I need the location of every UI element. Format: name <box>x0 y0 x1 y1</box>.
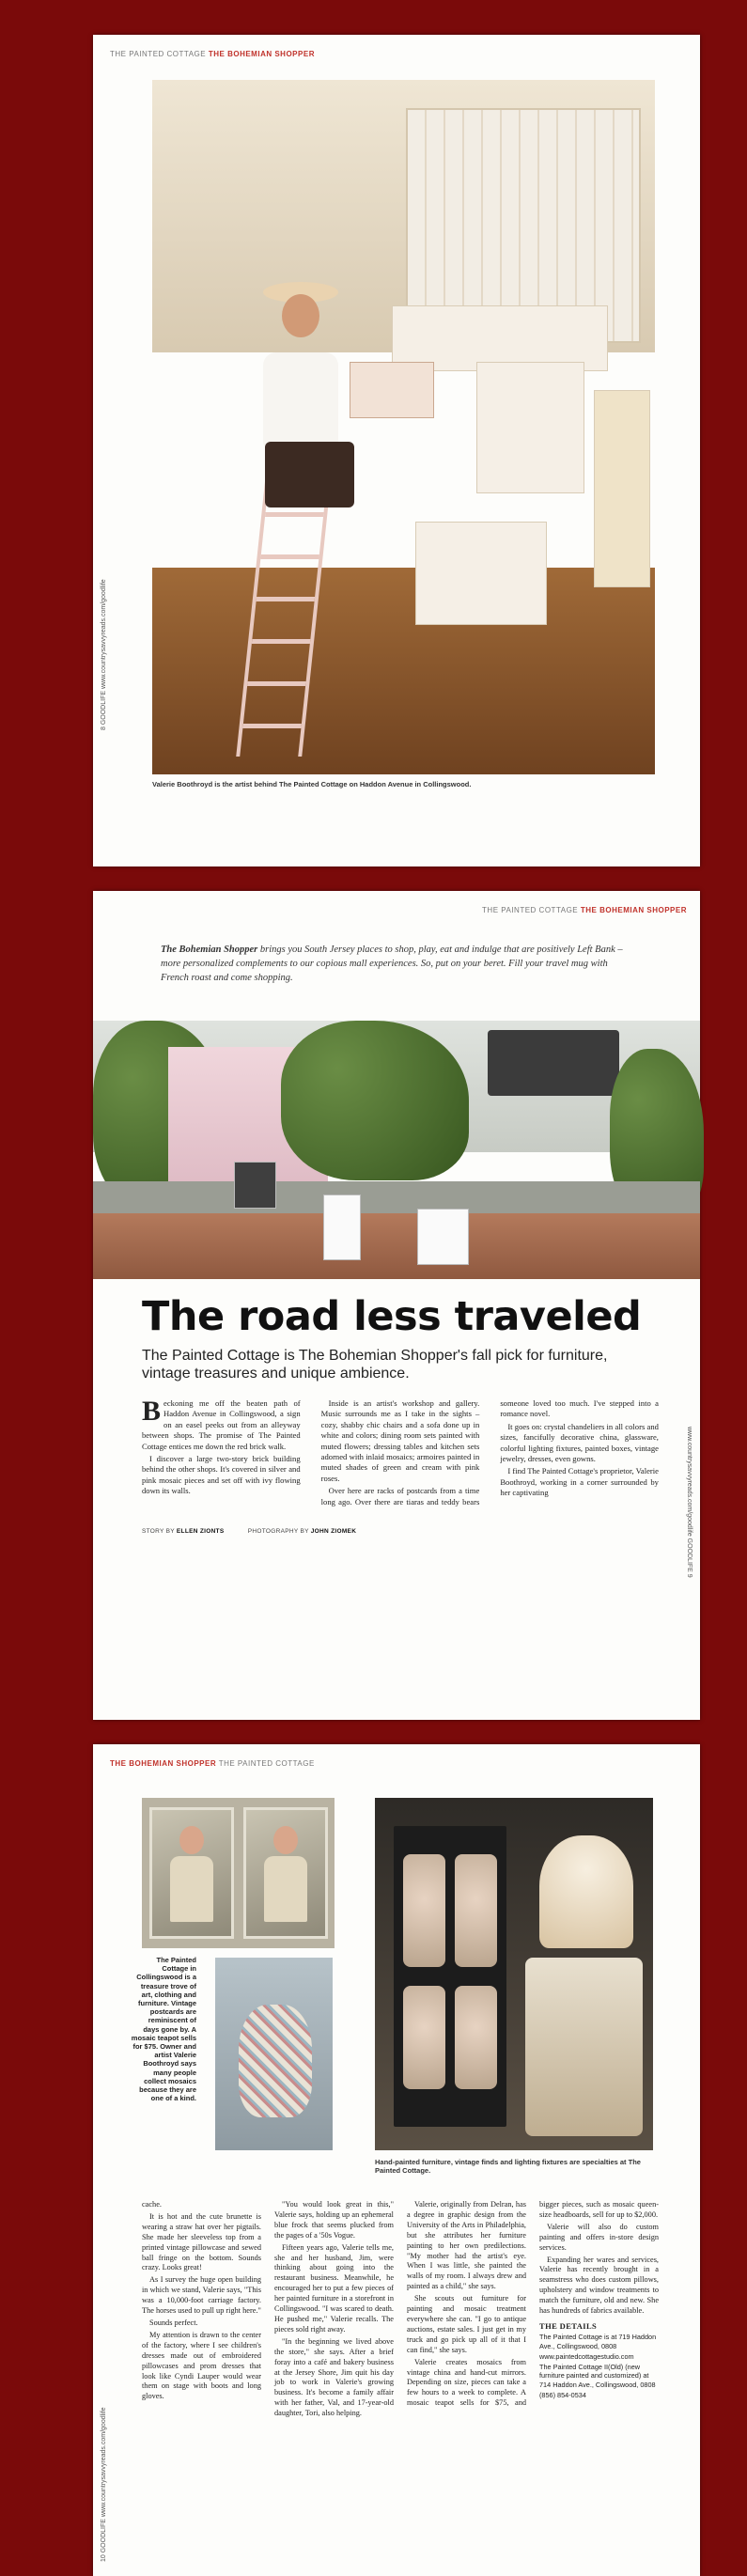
article-headline: The road less traveled <box>142 1293 642 1340</box>
author-name: ELLEN ZIONTS <box>176 1528 225 1535</box>
paragraph: cache. <box>142 2200 162 2209</box>
lamp-shade <box>539 1835 633 1948</box>
photo-caption: Valerie Boothroyd is the artist behind The Painted Cottage on Haddon Avenue in Collingswood. <box>152 780 472 788</box>
white-chair <box>350 362 434 418</box>
chalkboard-easel <box>234 1162 276 1209</box>
magazine-page-2 <box>93 891 700 1720</box>
teapot <box>239 2005 312 2117</box>
folio: www.countrysavvyreads.com/goodlife GOODLIFE 9 <box>686 1427 693 1578</box>
paragraph: Valerie creates mosaics from vintage china and hand-cut mirrors. Depending on size, pieces can take a few hours to a week to complete. A mosaic teapot sells for $75, and bigger pieces, such as mosaic queen-size headboards, sell for up to $2,000. <box>407 2200 659 2408</box>
paragraph: Expanding her wares and services, Valerie has recently brought in a seamstress who does custom pillows, upholstery and window treatments to match the furniture, old and new. She has hundreds of fabrics available. <box>539 2255 659 2316</box>
paragraph: Valerie will also do custom painting and offers in-store design services. <box>539 2222 659 2252</box>
person-top <box>263 352 338 446</box>
postcards-photo <box>142 1798 335 1948</box>
running-head-column: THE BOHEMIAN SHOPPER <box>110 1759 217 1768</box>
paragraph: "In the beginning we lived above the store," she says. After a brief foray into a café and bakery business at the Jersey Shore, Jim quit his day job to work in Valerie's growing business. It's become a family affair with her father, Val, and 17-year-old daughter, Tori, also helping. <box>274 2336 394 2418</box>
intro-column-name: The Bohemian Shopper <box>161 945 258 955</box>
paragraph: Fifteen years ago, Valerie tells me, she and her husband, Jim, were thinking about going into the restaurant business. Meanwhile, he encouraged her to put a few pieces of her painted furniture in a storefront in Collingswood. "I was scared to death. He pushed me," Valerie recalls. The pieces sold right away. <box>274 2242 394 2334</box>
paragraph: She scouts out furniture for painting and mosaic treatment everywhere she can. "I go to antique auctions, estate sales. I just get in my truck and go pick up all of it that I can find," she says. <box>407 2294 526 2354</box>
paragraph: Sounds perfect. <box>149 2318 198 2327</box>
stool-bench <box>415 522 547 625</box>
storefront-photo <box>93 1021 700 1279</box>
paragraph: My attention is drawn to the center of the factory, where I see children's dresses made out of embroidered pillowcases and prom dresses that look like Cyndi Lauper would wear them on stage with boots and long gloves. <box>142 2330 261 2401</box>
column-intro <box>161 943 635 985</box>
paragraph: Beckoning me off the beaten path of Haddon Avenue in Collingswood, a sign on an easel peeks out from an alleyway between shops. The promise of The Painted Cottage entices me down the red brick walk. <box>142 1396 301 1451</box>
paragraph: It goes on: crystal chandeliers in all colors and sizes, fancifully decorative china, glassware, colorful lighting fixtures, painted boxes, vintage jewelry, dresses, even gowns. <box>500 1421 659 1464</box>
running-head-section: THE PAINTED COTTAGE <box>110 50 207 58</box>
magazine-page-3 <box>93 1744 700 2576</box>
magazine-page-1 <box>93 35 700 866</box>
person-skirt <box>265 442 354 507</box>
side-table <box>417 1209 469 1265</box>
person-face <box>282 294 319 337</box>
paragraph: Over here are racks of postcards from a time long ago. Over there are tiaras and teddy bears someone loved too much. I've stepped into a romance novel. <box>320 1398 659 1507</box>
paragraph: I discover a large two-story brick building behind the other shops. It's covered in silver and pink mosaic pieces and set off with ivy flowing down its walls. <box>142 1454 301 1496</box>
details-line: (856) 854-0534 <box>539 2391 586 2400</box>
details-heading: THE DETAILS <box>539 2320 598 2331</box>
paragraph: Inside is an artist's workshop and gallery. Music surrounds me as I take in the sights – cozy, shabby chic chairs and a sofa done up in white and colors; dining room sets painted with muted flowers; dressing tables and kitchen sets adorned with inlaid mosaics; armoires painted in muted shades of green and cream with pink roses. <box>320 1398 480 1483</box>
paragraph: I find The Painted Cottage's proprietor, Valerie Boothroyd, working in a corner surrounded by her captivating <box>500 1466 659 1498</box>
folio: 8 GOODLIFE www.countrysavvyreads.com/goodlife <box>101 579 107 730</box>
photographer-name: JOHN ZIOMEK <box>310 1528 357 1535</box>
running-head <box>482 906 687 914</box>
details-line: www.paintedcottagestudio.com <box>539 2351 634 2361</box>
folio: 10 GOODLIFE www.countrysavvyreads.com/goodlife <box>101 2407 107 2562</box>
cottage-sign <box>488 1030 619 1096</box>
bistro-table <box>323 1194 361 1260</box>
brick-walk <box>93 1213 700 1279</box>
article-body <box>142 2200 659 2419</box>
article-dek: The Painted Cottage is The Bohemian Shopper's fall pick for furniture, vintage treasures and unique ambience. <box>142 1348 608 1382</box>
photo-caption-right: Hand-painted furniture, vintage finds and lighting fixtures are specialties at The Painted Cottage. <box>375 2158 641 2175</box>
byline: STORY BY ELLEN ZIONTS PHOTOGRAPHY BY JOHN ZIOMEK <box>142 1528 357 1535</box>
details-line: The Painted Cottage II(Old) (new furniture painted and customized) at 714 Haddon Ave., Collingswood, 0808 <box>539 2363 656 2389</box>
paragraph: "You would look great in this," Valerie says, holding up an ephemeral blue frock that seems plucked from the pages of a '50s Vogue. <box>274 2200 394 2240</box>
painted-nightstand <box>476 362 584 493</box>
photo-caption-left: The Painted Cottage in Collingswood is a treasure trove of art, clothing and furniture. Vintage postcards are reminiscent of days gone by. A mosaic teapot sells for $75. Owner and artist Valerie Boothroyd says many people collect mosaics because they are one of a kind. <box>131 1956 196 2103</box>
running-head <box>110 50 315 58</box>
painted-cabinet <box>594 390 650 587</box>
intro-text: brings you South Jersey places to shop, play, eat and indulge that are positively Left Bank – more personalized complements to our copious mall experiences. So, put on your beret. Fill your travel mug with French roast and come shopping. <box>161 945 623 983</box>
details-line: The Painted Cottage is at 719 Haddon Ave., Collingswood, 0808 <box>539 2333 657 2350</box>
painted-dresser <box>525 1958 643 2136</box>
running-head-column: THE BOHEMIAN SHOPPER <box>208 50 315 58</box>
running-head-section: THE PAINTED COTTAGE <box>482 906 579 914</box>
article-body <box>142 1398 659 1507</box>
paragraph: As I survey the huge open building in which we stand, Valerie says, "This was a 10,000-foot carriage factory. The horses used to pull up right here." <box>142 2275 261 2316</box>
cover-photo-artist <box>152 80 655 774</box>
running-head-section: THE PAINTED COTTAGE <box>218 1759 315 1768</box>
paragraph: It is hot and the cute brunette is wearing a straw hat over her pigtails. She made her sleeveless top from a printed vintage pillowcase and sewed ball fringe on the bottom. Sounds crazy. Looks great! <box>142 2211 261 2272</box>
running-head <box>110 1759 315 1768</box>
details-box <box>539 2322 659 2399</box>
drop-cap: B <box>142 1396 162 1427</box>
mosaic-teapot-photo <box>215 1958 333 2150</box>
furniture-photo <box>375 1798 653 2150</box>
running-head-column: THE BOHEMIAN SHOPPER <box>580 906 687 914</box>
paragraph: Valerie, originally from Delran, has a degree in graphic design from the University of the Arts in Philadelphia, but she attributes her furniture painting to her own predilections. "My mother had the artist's eye. When I was little, she painted the walls of my room. I always drew and painted as a child," she says. <box>407 2200 526 2291</box>
